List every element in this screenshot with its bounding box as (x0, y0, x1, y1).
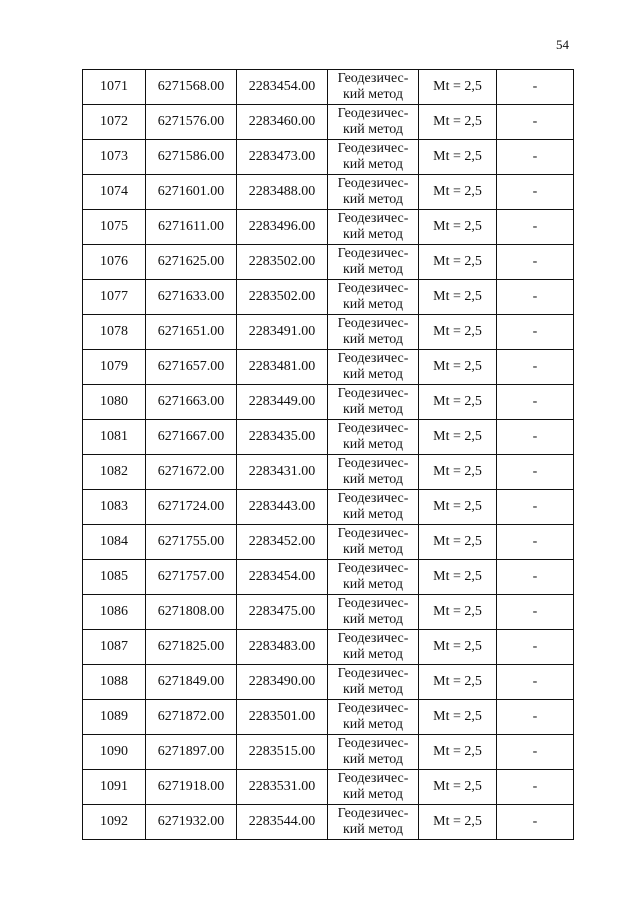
x-coordinate-cell: 6271633.00 (146, 280, 237, 315)
accuracy-cell: Mt = 2,5 (419, 735, 497, 770)
y-coordinate-cell: 2283443.00 (237, 490, 328, 525)
y-coordinate-cell: 2283460.00 (237, 105, 328, 140)
method-line-2: кий метод (342, 577, 403, 592)
note-cell: - (497, 175, 574, 210)
method-line-2: кий метод (342, 437, 403, 452)
method-line-2: кий метод (342, 227, 403, 242)
method-cell (328, 735, 419, 770)
method-line-2: кий метод (342, 262, 403, 277)
y-coordinate-cell: 2283501.00 (237, 700, 328, 735)
x-coordinate-cell: 6271932.00 (146, 805, 237, 840)
accuracy-cell: Mt = 2,5 (419, 455, 497, 490)
note-cell: - (497, 385, 574, 420)
method-line-1: Геодезичес- (337, 456, 409, 471)
method-line-1: Геодезичес- (337, 491, 409, 506)
page-number: 54 (556, 37, 569, 52)
x-coordinate-cell: 6271757.00 (146, 560, 237, 595)
method-line-1: Геодезичес- (337, 176, 409, 191)
y-coordinate-cell: 2283435.00 (237, 420, 328, 455)
note-cell: - (497, 735, 574, 770)
note-cell: - (497, 140, 574, 175)
method-line-1: Геодезичес- (337, 526, 409, 541)
method-cell (328, 210, 419, 245)
method-line-1: Геодезичес- (337, 71, 409, 86)
accuracy-cell: Mt = 2,5 (419, 315, 497, 350)
y-coordinate-cell: 2283449.00 (237, 385, 328, 420)
method-line-1: Геодезичес- (337, 106, 409, 121)
y-coordinate-cell: 2283502.00 (237, 280, 328, 315)
note-cell: - (497, 210, 574, 245)
method-line-1: Геодезичес- (337, 351, 409, 366)
y-coordinate-cell: 2283431.00 (237, 455, 328, 490)
accuracy-cell: Mt = 2,5 (419, 770, 497, 805)
method-line-2: кий метод (342, 472, 403, 487)
method-cell (328, 630, 419, 665)
method-cell (328, 140, 419, 175)
table-row (83, 455, 574, 490)
x-coordinate-cell: 6271724.00 (146, 490, 237, 525)
method-cell (328, 490, 419, 525)
x-coordinate-cell: 6271663.00 (146, 385, 237, 420)
table-body (83, 70, 574, 840)
note-cell: - (497, 630, 574, 665)
accuracy-cell: Mt = 2,5 (419, 245, 497, 280)
table-row (83, 525, 574, 560)
method-cell (328, 175, 419, 210)
method-line-1: Геодезичес- (337, 666, 409, 681)
y-coordinate-cell: 2283502.00 (237, 245, 328, 280)
note-cell: - (497, 105, 574, 140)
table-row (83, 805, 574, 840)
method-cell (328, 805, 419, 840)
note-cell: - (497, 665, 574, 700)
y-coordinate-cell: 2283454.00 (237, 70, 328, 105)
x-coordinate-cell: 6271755.00 (146, 525, 237, 560)
point-number-cell: 1074 (83, 175, 146, 210)
method-line-2: кий метод (342, 332, 403, 347)
x-coordinate-cell: 6271601.00 (146, 175, 237, 210)
point-number-cell: 1089 (83, 700, 146, 735)
accuracy-cell: Mt = 2,5 (419, 595, 497, 630)
point-number-cell: 1072 (83, 105, 146, 140)
accuracy-cell: Mt = 2,5 (419, 350, 497, 385)
point-number-cell: 1071 (83, 70, 146, 105)
table-row (83, 770, 574, 805)
table-row (83, 595, 574, 630)
x-coordinate-cell: 6271808.00 (146, 595, 237, 630)
method-line-2: кий метод (342, 717, 403, 732)
note-cell: - (497, 490, 574, 525)
accuracy-cell: Mt = 2,5 (419, 175, 497, 210)
y-coordinate-cell: 2283452.00 (237, 525, 328, 560)
method-line-2: кий метод (342, 192, 403, 207)
coordinates-table (82, 69, 574, 840)
x-coordinate-cell: 6271667.00 (146, 420, 237, 455)
point-number-cell: 1084 (83, 525, 146, 560)
x-coordinate-cell: 6271568.00 (146, 70, 237, 105)
note-cell: - (497, 455, 574, 490)
x-coordinate-cell: 6271625.00 (146, 245, 237, 280)
method-line-1: Геодезичес- (337, 736, 409, 751)
method-cell (328, 455, 419, 490)
accuracy-cell: Mt = 2,5 (419, 420, 497, 455)
method-cell (328, 245, 419, 280)
table-row (83, 350, 574, 385)
table-row (83, 420, 574, 455)
table-row (83, 490, 574, 525)
x-coordinate-cell: 6271918.00 (146, 770, 237, 805)
method-line-2: кий метод (342, 402, 403, 417)
table-row (83, 70, 574, 105)
table-row (83, 560, 574, 595)
point-number-cell: 1090 (83, 735, 146, 770)
method-cell (328, 280, 419, 315)
note-cell: - (497, 280, 574, 315)
point-number-cell: 1077 (83, 280, 146, 315)
method-cell (328, 315, 419, 350)
accuracy-cell: Mt = 2,5 (419, 70, 497, 105)
table-row (83, 630, 574, 665)
method-line-1: Геодезичес- (337, 596, 409, 611)
table-row (83, 175, 574, 210)
y-coordinate-cell: 2283488.00 (237, 175, 328, 210)
point-number-cell: 1091 (83, 770, 146, 805)
method-line-2: кий метод (342, 682, 403, 697)
y-coordinate-cell: 2283483.00 (237, 630, 328, 665)
note-cell: - (497, 700, 574, 735)
table-row (83, 105, 574, 140)
x-coordinate-cell: 6271657.00 (146, 350, 237, 385)
point-number-cell: 1092 (83, 805, 146, 840)
x-coordinate-cell: 6271651.00 (146, 315, 237, 350)
method-line-2: кий метод (342, 787, 403, 802)
note-cell: - (497, 805, 574, 840)
y-coordinate-cell: 2283475.00 (237, 595, 328, 630)
y-coordinate-cell: 2283531.00 (237, 770, 328, 805)
accuracy-cell: Mt = 2,5 (419, 525, 497, 560)
point-number-cell: 1081 (83, 420, 146, 455)
y-coordinate-cell: 2283491.00 (237, 315, 328, 350)
method-cell (328, 420, 419, 455)
point-number-cell: 1078 (83, 315, 146, 350)
note-cell: - (497, 70, 574, 105)
method-line-2: кий метод (342, 822, 403, 837)
point-number-cell: 1086 (83, 595, 146, 630)
table-row (83, 385, 574, 420)
table-row (83, 245, 574, 280)
accuracy-cell: Mt = 2,5 (419, 490, 497, 525)
method-cell (328, 525, 419, 560)
accuracy-cell: Mt = 2,5 (419, 700, 497, 735)
table-row (83, 700, 574, 735)
point-number-cell: 1083 (83, 490, 146, 525)
method-cell (328, 595, 419, 630)
x-coordinate-cell: 6271897.00 (146, 735, 237, 770)
table-row (83, 210, 574, 245)
point-number-cell: 1076 (83, 245, 146, 280)
method-line-2: кий метод (342, 542, 403, 557)
table-row (83, 665, 574, 700)
method-line-1: Геодезичес- (337, 211, 409, 226)
method-line-2: кий метод (342, 612, 403, 627)
method-line-2: кий метод (342, 752, 403, 767)
y-coordinate-cell: 2283481.00 (237, 350, 328, 385)
method-cell (328, 70, 419, 105)
y-coordinate-cell: 2283515.00 (237, 735, 328, 770)
point-number-cell: 1080 (83, 385, 146, 420)
method-cell (328, 770, 419, 805)
note-cell: - (497, 420, 574, 455)
x-coordinate-cell: 6271825.00 (146, 630, 237, 665)
x-coordinate-cell: 6271611.00 (146, 210, 237, 245)
method-line-1: Геодезичес- (337, 631, 409, 646)
accuracy-cell: Mt = 2,5 (419, 210, 497, 245)
x-coordinate-cell: 6271872.00 (146, 700, 237, 735)
y-coordinate-cell: 2283454.00 (237, 560, 328, 595)
method-line-1: Геодезичес- (337, 316, 409, 331)
point-number-cell: 1075 (83, 210, 146, 245)
method-cell (328, 105, 419, 140)
method-line-2: кий метод (342, 507, 403, 522)
method-line-2: кий метод (342, 157, 403, 172)
accuracy-cell: Mt = 2,5 (419, 105, 497, 140)
y-coordinate-cell: 2283544.00 (237, 805, 328, 840)
method-line-1: Геодезичес- (337, 561, 409, 576)
method-line-1: Геодезичес- (337, 141, 409, 156)
point-number-cell: 1079 (83, 350, 146, 385)
method-cell (328, 385, 419, 420)
method-line-1: Геодезичес- (337, 281, 409, 296)
method-cell (328, 560, 419, 595)
method-line-1: Геодезичес- (337, 386, 409, 401)
accuracy-cell: Mt = 2,5 (419, 140, 497, 175)
point-number-cell: 1087 (83, 630, 146, 665)
x-coordinate-cell: 6271849.00 (146, 665, 237, 700)
y-coordinate-cell: 2283490.00 (237, 665, 328, 700)
accuracy-cell: Mt = 2,5 (419, 560, 497, 595)
accuracy-cell: Mt = 2,5 (419, 805, 497, 840)
method-line-2: кий метод (342, 367, 403, 382)
accuracy-cell: Mt = 2,5 (419, 665, 497, 700)
method-line-1: Геодезичес- (337, 246, 409, 261)
note-cell: - (497, 350, 574, 385)
note-cell: - (497, 315, 574, 350)
point-number-cell: 1088 (83, 665, 146, 700)
method-line-1: Геодезичес- (337, 701, 409, 716)
method-line-1: Геодезичес- (337, 421, 409, 436)
table-row (83, 280, 574, 315)
y-coordinate-cell: 2283496.00 (237, 210, 328, 245)
note-cell: - (497, 245, 574, 280)
method-line-1: Геодезичес- (337, 771, 409, 786)
note-cell: - (497, 770, 574, 805)
x-coordinate-cell: 6271576.00 (146, 105, 237, 140)
method-cell (328, 350, 419, 385)
table-row (83, 140, 574, 175)
note-cell: - (497, 595, 574, 630)
accuracy-cell: Mt = 2,5 (419, 280, 497, 315)
point-number-cell: 1082 (83, 455, 146, 490)
x-coordinate-cell: 6271586.00 (146, 140, 237, 175)
method-line-2: кий метод (342, 647, 403, 662)
point-number-cell: 1073 (83, 140, 146, 175)
method-cell (328, 665, 419, 700)
note-cell: - (497, 525, 574, 560)
table-row (83, 735, 574, 770)
method-line-2: кий метод (342, 87, 403, 102)
x-coordinate-cell: 6271672.00 (146, 455, 237, 490)
method-line-2: кий метод (342, 297, 403, 312)
point-number-cell: 1085 (83, 560, 146, 595)
table-row (83, 315, 574, 350)
accuracy-cell: Mt = 2,5 (419, 385, 497, 420)
note-cell: - (497, 560, 574, 595)
y-coordinate-cell: 2283473.00 (237, 140, 328, 175)
method-cell (328, 700, 419, 735)
accuracy-cell: Mt = 2,5 (419, 630, 497, 665)
method-line-2: кий метод (342, 122, 403, 137)
method-line-1: Геодезичес- (337, 806, 409, 821)
